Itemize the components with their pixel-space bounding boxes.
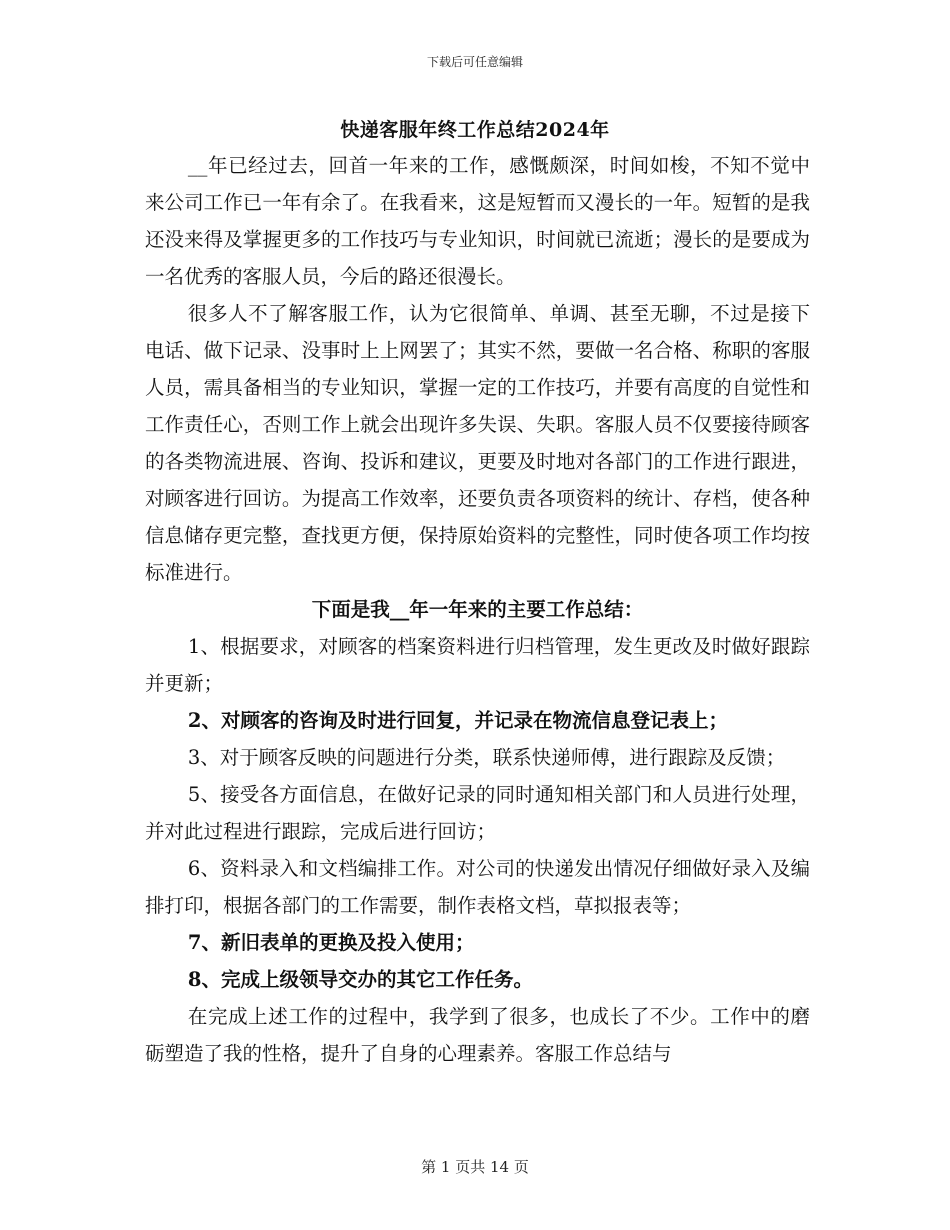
paragraph-intro: __年已经过去，回首一年来的工作，感慨颇深，时间如梭，不知不觉中来公司工作已一年有余了。在我看来，这是短暂而又漫长的一年。短暂的是我还没来得及掌握更多的工作技巧与专业知识，时间就已流逝；漫长的是要成为一名优秀的客服人员，今后的路还很漫长。	[145, 154, 810, 288]
document-title: 快递客服年终工作总结2024年	[340, 119, 610, 141]
section-heading: 下面是我__年一年来的主要工作总结：	[311, 598, 644, 621]
list-item-3: 3、对于顾客反映的问题进行分类，联系快递师傅，进行跟踪及反馈；	[187, 746, 786, 769]
list-item-7: 7、新旧表单的更换及投入使用；	[187, 931, 475, 954]
paragraph-reflection: 在完成上述工作的过程中，我学到了很多，也成长了不少。工作中的磨砺塑造了我的性格，提升了自身的心理素养。客服工作总结与	[145, 1005, 810, 1065]
paragraph-about-customer-service: 很多人不了解客服工作，认为它很简单、单调、甚至无聊，不过是接下电话、做下记录、没事时上上网罢了；其实不然，要做一名合格、称职的客服人员，需具备相当的专业知识，掌握一定的工作技巧，并要有高度的自觉性和工作责任心，否则工作上就会出现许多失误、失职。客服人员不仅要接待顾客的各类物流进展、咨询、投诉和建议，更要及时地对各部门的工作进行跟进，对顾客进行回访。为提高工作效率，还要负责各项资料的统计、存档，使各种信息储存更完整，查找更方便，保持原始资料的完整性，同时使各项工作均按标准进行。	[145, 302, 810, 584]
list-item-5: 5、接受各方面信息，在做好记录的同时通知相关部门和人员进行处理，并对此过程进行跟踪，完成后进行回访；	[145, 783, 810, 843]
list-item-6: 6、资料录入和文档编排工作。对公司的快递发出情况仔细做好录入及编排打印，根据各部门的工作需要，制作表格文档，草拟报表等；	[145, 857, 810, 917]
list-item-8: 8、完成上级领导交办的其它工作任务。	[187, 968, 533, 991]
page-header: 下载后可任意编辑	[426, 55, 523, 69]
list-item-2: 2、对顾客的咨询及时进行回复，并记录在物流信息登记表上；	[187, 709, 728, 732]
document-body	[145, 147, 810, 1072]
page-footer: 第 1 页共 14 页	[421, 1158, 529, 1176]
list-item-1: 1、根据要求，对顾客的档案资料进行归档管理，发生更改及时做好跟踪并更新；	[145, 635, 810, 695]
